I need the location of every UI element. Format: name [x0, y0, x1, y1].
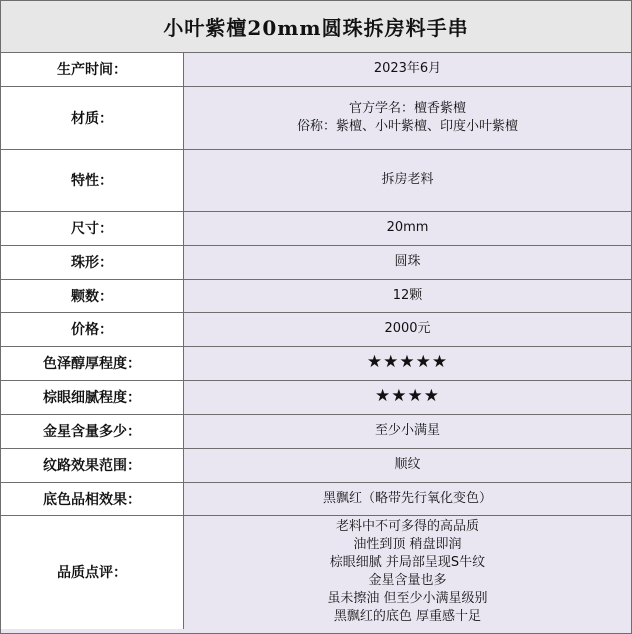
- row-label: 材质：: [1, 86, 184, 149]
- table-row: [1, 482, 631, 515]
- row-label: 色泽醇厚程度：: [1, 346, 184, 380]
- row-label: 品质点评：: [1, 515, 184, 629]
- value-line: 2000元: [384, 321, 431, 336]
- row-value: [184, 279, 632, 312]
- star-rating: ★★★★★: [366, 352, 449, 372]
- row-value: [184, 515, 632, 629]
- value-line: 拆房老料: [381, 172, 434, 187]
- table-row: [1, 515, 631, 629]
- row-label: 价格：: [1, 312, 184, 346]
- row-label: 生产时间：: [1, 53, 184, 86]
- table-row: [1, 346, 631, 380]
- value-line: 俗称：紫檀、小叶紫檀、印度小叶紫檀: [296, 118, 518, 134]
- table-row: [1, 211, 631, 245]
- row-label: 珠形：: [1, 245, 184, 279]
- row-value: [184, 86, 632, 149]
- value-line: 虽未擦油 但至少小满星级别: [327, 591, 488, 607]
- table-row: [1, 245, 631, 279]
- table-row: [1, 312, 631, 346]
- table-row: [1, 279, 631, 312]
- table-row: [1, 380, 631, 414]
- value-line: 黑飘红的底色 厚重感十足: [333, 609, 482, 625]
- value-line: 圆珠: [394, 254, 421, 269]
- value-line: 2023年6月: [373, 61, 442, 77]
- row-value: [184, 346, 632, 380]
- value-line: 官方学名：檀香紫檀: [348, 100, 466, 116]
- sheet-title: 小叶紫檀20mm圆珠拆房料手串: [1, 1, 631, 53]
- value-line: 顺纹: [394, 457, 421, 472]
- row-label: 尺寸：: [1, 211, 184, 245]
- row-value: [184, 448, 632, 482]
- row-value: [184, 149, 632, 211]
- table-row: [1, 448, 631, 482]
- table-row: [1, 149, 631, 211]
- value-line: 至少小满星: [374, 423, 440, 438]
- value-line: 20mm: [386, 220, 429, 235]
- value-line: 金星含量也多: [368, 573, 447, 589]
- value-line: 黑飘红（略带先行氧化变色）: [322, 490, 492, 506]
- row-label: 底色品相效果：: [1, 482, 184, 515]
- table-row: [1, 86, 631, 149]
- table-row: [1, 414, 631, 448]
- row-value: [184, 380, 632, 414]
- row-label: 金星含量多少：: [1, 414, 184, 448]
- row-value: [184, 414, 632, 448]
- value-line: 老料中不可多得的高品质: [335, 519, 479, 535]
- value-line: 棕眼细腻 并局部呈现S牛纹: [329, 555, 486, 571]
- row-value: [184, 53, 632, 86]
- row-value: [184, 482, 632, 515]
- row-label: 纹路效果范围：: [1, 448, 184, 482]
- value-line: 12颗: [392, 287, 423, 303]
- row-value: [184, 211, 632, 245]
- row-label: 颗数：: [1, 279, 184, 312]
- row-value: [184, 312, 632, 346]
- star-rating: ★★★★: [375, 386, 440, 406]
- row-label: 棕眼细腻程度：: [1, 380, 184, 414]
- value-line: 油性到顶 稍盘即润: [353, 537, 462, 553]
- row-label: 特性：: [1, 149, 184, 211]
- spec-table: [1, 53, 631, 629]
- table-row: [1, 53, 631, 86]
- row-value: [184, 245, 632, 279]
